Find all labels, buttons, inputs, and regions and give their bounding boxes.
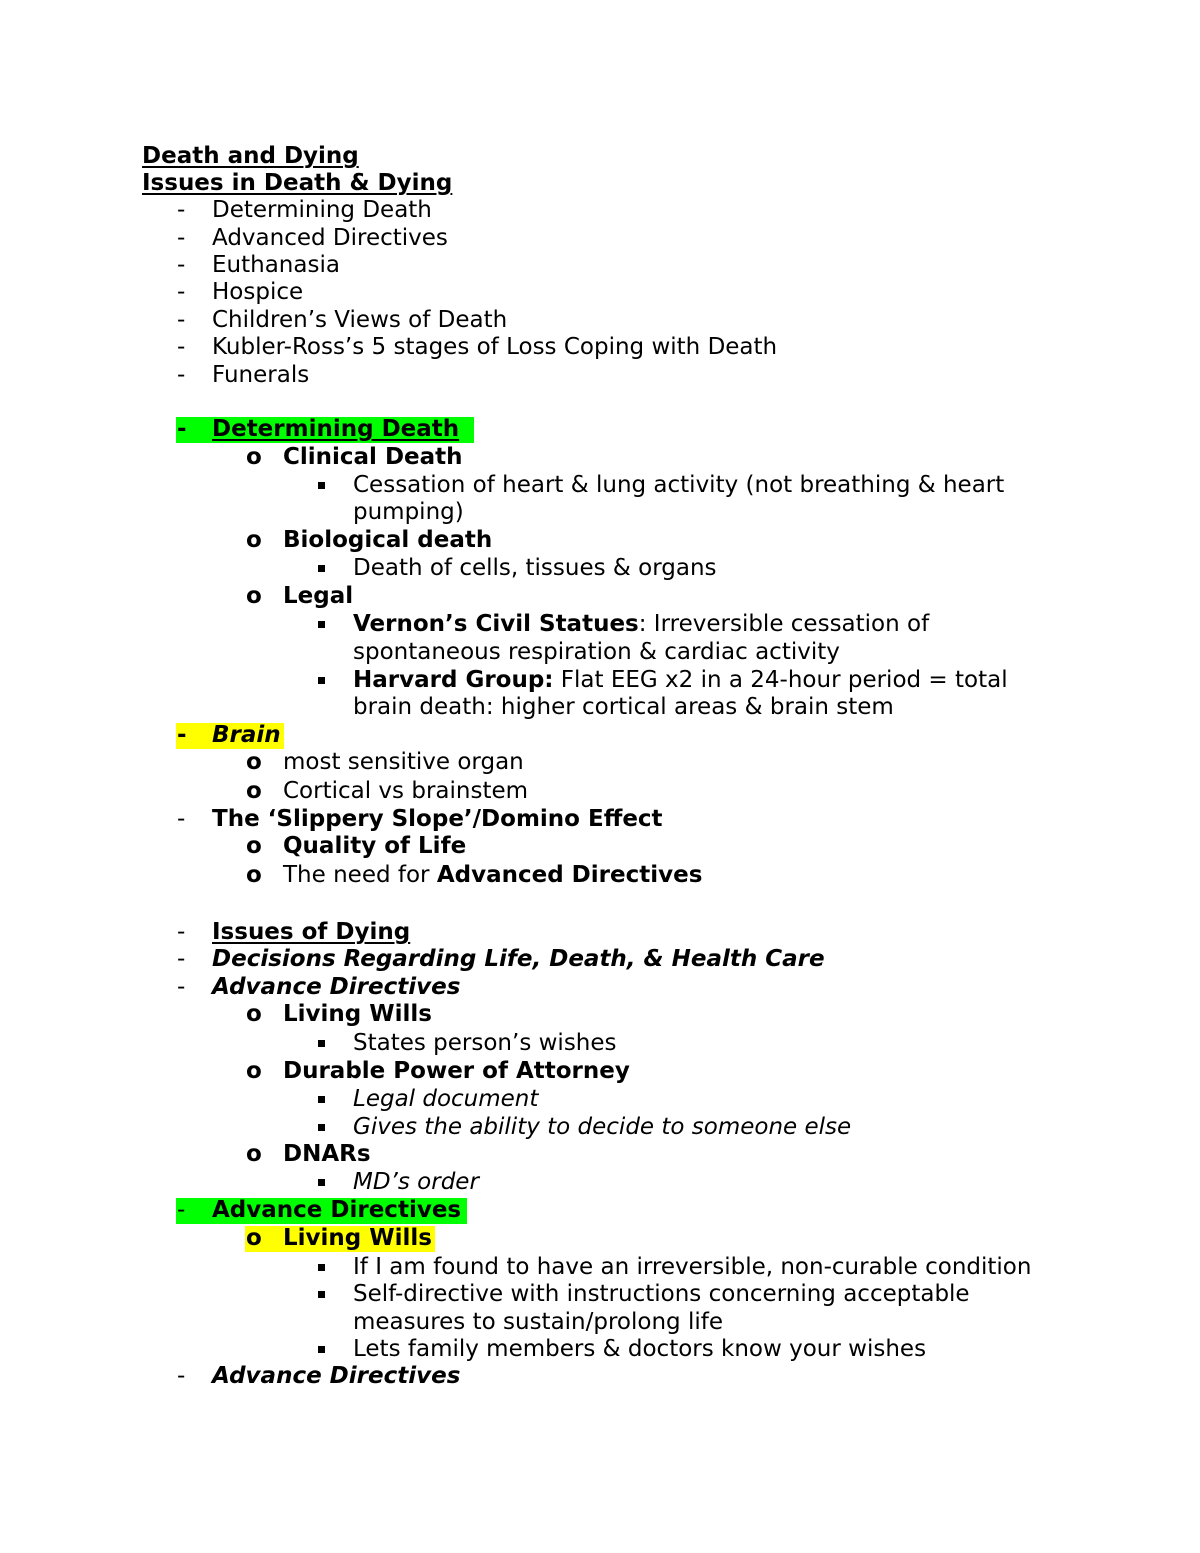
- section-heading: Brain: [212, 722, 281, 748]
- item-label: DNARs: [283, 1141, 371, 1167]
- item-text: MD’s order: [353, 1169, 479, 1195]
- section-heading: Advance Directives: [212, 1363, 461, 1389]
- dash-bullet: -: [177, 722, 187, 748]
- dash-bullet: -: [177, 1197, 186, 1223]
- item-text: [283, 862, 702, 889]
- topic-label: Determining Death: [212, 197, 432, 223]
- topic-label: Children’s Views of Death: [212, 307, 508, 333]
- item-label: Living Wills: [283, 1225, 432, 1251]
- dash-bullet: -: [177, 279, 186, 305]
- square-bullet: [318, 1124, 325, 1131]
- item-label: Legal: [283, 583, 354, 609]
- item-text: [353, 611, 929, 638]
- circle-bullet: o: [246, 749, 262, 775]
- item-text: Gives the ability to decide to someone else: [353, 1114, 852, 1140]
- circle-bullet: o: [246, 527, 262, 553]
- section-heading: Determining Death: [212, 416, 460, 442]
- dash-bullet: -: [177, 334, 186, 360]
- item-text: States person’s wishes: [353, 1030, 617, 1056]
- square-bullet: [318, 1179, 325, 1186]
- circle-bullet: o: [246, 778, 262, 804]
- section-heading: Issues of Dying: [212, 919, 411, 945]
- item-text: Lets family members & doctors know your wishes: [353, 1336, 927, 1362]
- dash-bullet: -: [177, 806, 186, 832]
- circle-bullet: o: [246, 862, 262, 888]
- topic-label: Euthanasia: [212, 252, 340, 278]
- item-label: Quality of Life: [283, 833, 467, 859]
- dash-bullet: -: [177, 946, 186, 972]
- dash-bullet: -: [177, 1363, 186, 1389]
- item-text: measures to sustain/prolong life: [353, 1309, 723, 1335]
- harvard-text: Flat EEG x2 in a 24-hour period = total: [553, 667, 1008, 693]
- circle-bullet: o: [246, 444, 262, 470]
- square-bullet: [318, 1096, 325, 1103]
- item-text: Cortical vs brainstem: [283, 778, 529, 804]
- item-text: Legal document: [353, 1086, 539, 1112]
- dash-bullet: -: [177, 252, 186, 278]
- dash-bullet: -: [177, 919, 186, 945]
- square-bullet: [318, 1040, 325, 1047]
- section-heading: Advance Directives: [212, 974, 461, 1000]
- section-heading: The ‘Slippery Slope’/Domino Effect: [212, 806, 663, 832]
- item-bold: Advanced Directives: [436, 862, 703, 888]
- item-text: spontaneous respiration & cardiac activity: [353, 639, 840, 665]
- document-title: Death and Dying: [142, 143, 359, 169]
- dash-bullet: -: [177, 416, 187, 442]
- dash-bullet: -: [177, 307, 186, 333]
- dash-bullet: -: [177, 197, 186, 223]
- dash-bullet: -: [177, 362, 186, 388]
- vernon-label: Vernon’s Civil Statues: [353, 611, 639, 637]
- item-text: pumping): [353, 499, 464, 525]
- item-text: [353, 667, 1008, 694]
- square-bullet: [318, 482, 325, 489]
- topic-label: Advanced Directives: [212, 225, 448, 251]
- circle-bullet: o: [246, 1225, 262, 1251]
- document-subtitle: Issues in Death & Dying: [142, 170, 453, 196]
- item-text: Cessation of heart & lung activity (not breathing & heart: [353, 472, 1005, 498]
- topic-label: Hospice: [212, 279, 304, 305]
- item-text: Death of cells, tissues & organs: [353, 555, 717, 581]
- square-bullet: [318, 565, 325, 572]
- square-bullet: [318, 621, 325, 628]
- item-pre: The need for: [283, 862, 437, 888]
- item-text: Self-directive with instructions concerning acceptable: [353, 1281, 970, 1307]
- square-bullet: [318, 1346, 325, 1353]
- topic-label: Kubler-Ross’s 5 stages of Loss Coping with Death: [212, 334, 778, 360]
- item-label: Biological death: [283, 527, 493, 553]
- circle-bullet: o: [246, 1058, 262, 1084]
- item-text: brain death: higher cortical areas & brain stem: [353, 694, 894, 720]
- vernon-text: : Irreversible cessation of: [638, 611, 930, 637]
- circle-bullet: o: [246, 583, 262, 609]
- square-bullet: [318, 677, 325, 684]
- dash-bullet: -: [177, 974, 186, 1000]
- section-heading: Advance Directives: [212, 1197, 462, 1223]
- circle-bullet: o: [246, 833, 262, 859]
- item-label: Clinical Death: [283, 444, 463, 470]
- section-heading: Decisions Regarding Life, Death, & Health Care: [212, 946, 825, 972]
- item-text: If I am found to have an irreversible, non-curable condition: [353, 1254, 1032, 1280]
- circle-bullet: o: [246, 1001, 262, 1027]
- harvard-label: Harvard Group:: [353, 667, 554, 693]
- square-bullet: [318, 1291, 325, 1298]
- square-bullet: [318, 1264, 325, 1271]
- item-label: Living Wills: [283, 1001, 432, 1027]
- topic-label: Funerals: [212, 362, 310, 388]
- item-label: Durable Power of Attorney: [283, 1058, 630, 1084]
- circle-bullet: o: [246, 1141, 262, 1167]
- dash-bullet: -: [177, 225, 186, 251]
- item-text: most sensitive organ: [283, 749, 524, 775]
